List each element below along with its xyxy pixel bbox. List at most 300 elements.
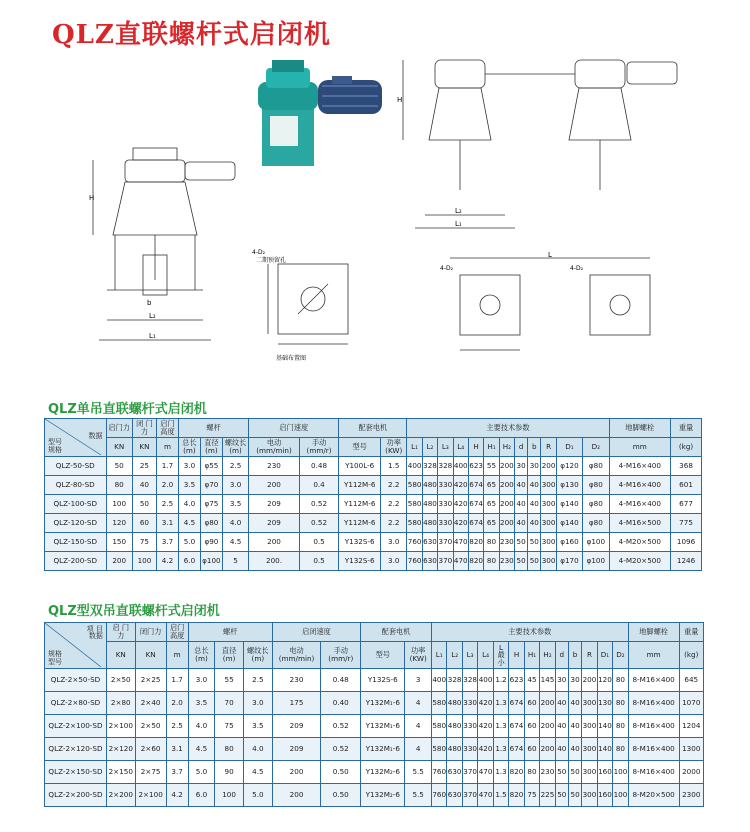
value-cell: 40 (132, 476, 156, 495)
value-cell: 470 (478, 784, 493, 807)
value-cell: 300 (541, 533, 556, 552)
subheader-cell: 总长 (m) (188, 642, 215, 669)
value-cell: 120 (597, 669, 612, 692)
value-cell: 4-M20×500 (609, 533, 671, 552)
value-cell: 5 (222, 552, 248, 571)
value-cell: 3.5 (178, 476, 200, 495)
value-cell: 75 (132, 533, 156, 552)
value-cell: 2×40 (135, 692, 166, 715)
value-cell: 145 (540, 669, 555, 692)
value-cell: 100 (132, 552, 156, 571)
table-row (45, 457, 702, 476)
subheader-cell: 直径 (m) (215, 642, 244, 669)
subheader-cell: R (541, 438, 556, 457)
value-cell: 40 (568, 738, 581, 761)
subheader-cell: H₂ (540, 642, 555, 669)
value-cell: 4 (405, 738, 432, 761)
value-cell: 760 (431, 784, 446, 807)
value-cell: 580 (431, 715, 446, 738)
value-cell: 50 (515, 533, 528, 552)
value-cell: 330 (462, 715, 477, 738)
value-cell: 0.48 (299, 457, 339, 476)
value-cell: φ80 (583, 476, 609, 495)
hdr-open-force: 启门力 (106, 419, 132, 438)
subheader-cell: 型号 (361, 642, 405, 669)
value-cell: 2.5 (157, 495, 179, 514)
subheader-cell: L₂ (447, 642, 462, 669)
value-cell: 300 (582, 761, 597, 784)
value-cell: 40 (528, 495, 541, 514)
value-cell: 480 (422, 514, 437, 533)
value-cell: 200. (249, 552, 300, 571)
value-cell: 2×75 (135, 761, 166, 784)
subheader-cell: L₄ (478, 642, 493, 669)
value-cell: 4 (405, 715, 432, 738)
value-cell: 8-M16×400 (628, 715, 679, 738)
value-cell: 80 (484, 552, 499, 571)
value-cell: Y112M-6 (339, 514, 381, 533)
subheader-cell: 电动 (mm/min) (249, 438, 300, 457)
value-cell: 0.5 (299, 533, 339, 552)
subheader-cell: d (515, 438, 528, 457)
value-cell: Y100L-6 (339, 457, 381, 476)
table-row (45, 784, 704, 807)
value-cell: 300 (541, 476, 556, 495)
value-cell: 65 (484, 495, 499, 514)
subheader-cell: L₄ (453, 438, 468, 457)
value-cell: 100 (613, 761, 629, 784)
value-cell: 300 (582, 738, 597, 761)
value-cell: 300 (541, 514, 556, 533)
model-cell: QLZ-150-SD (45, 533, 107, 552)
value-cell: 130 (597, 692, 612, 715)
subheader-cell: d (555, 642, 568, 669)
value-cell: 480 (447, 715, 462, 738)
value-cell: 3.0 (243, 692, 272, 715)
hdr-motor: 配套电机 (361, 623, 432, 642)
value-cell: 80 (613, 738, 629, 761)
value-cell: 820 (468, 533, 483, 552)
value-cell: φ160 (556, 533, 582, 552)
value-cell: Y132M₁-6 (361, 692, 405, 715)
value-cell: 400 (478, 669, 493, 692)
value-cell: 200 (499, 476, 514, 495)
value-cell: 4.0 (188, 715, 215, 738)
page-title: QLZ直联螺杆式启闭机 (52, 20, 331, 50)
value-cell: 230 (499, 552, 514, 571)
label-d2-double-a: 4-D₂ (440, 265, 454, 272)
value-cell: 0.52 (321, 715, 361, 738)
value-cell: 40 (528, 476, 541, 495)
model-cell: QLZ-2×120-SD (45, 738, 107, 761)
hdr-params: 主要技术参数 (431, 623, 628, 642)
value-cell: 328 (447, 669, 462, 692)
value-cell: φ80 (200, 514, 222, 533)
value-cell: 8-M16×400 (628, 738, 679, 761)
value-cell: 580 (407, 476, 422, 495)
value-cell: 2×25 (135, 669, 166, 692)
value-cell: 40 (528, 514, 541, 533)
value-cell: 420 (478, 738, 493, 761)
value-cell: 330 (438, 476, 453, 495)
value-cell: 50 (515, 552, 528, 571)
value-cell: 3.0 (178, 457, 200, 476)
value-cell: 2×200 (106, 784, 135, 807)
value-cell: 230 (272, 669, 321, 692)
value-cell: 230 (249, 457, 300, 476)
value-cell: 2.2 (381, 476, 407, 495)
value-cell: 330 (462, 692, 477, 715)
value-cell: 5.5 (405, 761, 432, 784)
model-cell: QLZ-120-SD (45, 514, 107, 533)
value-cell: 1.7 (157, 457, 179, 476)
value-cell: 45 (524, 669, 539, 692)
value-cell: 760 (407, 533, 422, 552)
value-cell: φ130 (556, 476, 582, 495)
value-cell: 200 (272, 784, 321, 807)
value-cell: 8-M16×400 (628, 692, 679, 715)
value-cell: 674 (468, 514, 483, 533)
value-cell: 4.0 (243, 738, 272, 761)
value-cell: 0.52 (321, 738, 361, 761)
model-cell: QLZ-50-SD (45, 457, 107, 476)
subheader-cell: R (582, 642, 597, 669)
value-cell: 50 (528, 533, 541, 552)
value-cell: 580 (431, 738, 446, 761)
value-cell: 200 (106, 552, 132, 571)
value-cell: 674 (509, 692, 524, 715)
subheader-cell: D₁ (556, 438, 582, 457)
subheader-cell: 螺纹长 (m) (243, 642, 272, 669)
value-cell: 209 (272, 738, 321, 761)
table-row (45, 761, 704, 784)
value-cell: 328 (422, 457, 437, 476)
value-cell: 1.3 (493, 738, 508, 761)
subheader-cell: L₁ (407, 438, 422, 457)
subheader-cell: H₁ (524, 642, 539, 669)
value-cell: 50 (132, 495, 156, 514)
value-cell: 200 (249, 476, 300, 495)
table-row (45, 476, 702, 495)
value-cell: 420 (453, 495, 468, 514)
label-b: b (147, 299, 152, 307)
value-cell: 4.2 (157, 552, 179, 571)
value-cell: 677 (671, 495, 702, 514)
value-cell: 470 (453, 552, 468, 571)
value-cell: 630 (447, 784, 462, 807)
value-cell: 3.5 (188, 692, 215, 715)
subheader-cell: D₂ (613, 642, 629, 669)
value-cell: 760 (431, 761, 446, 784)
value-cell: 3.5 (222, 495, 248, 514)
value-cell: 300 (582, 692, 597, 715)
hdr-bolt: 地脚螺栓 (609, 419, 671, 438)
value-cell: 420 (478, 715, 493, 738)
hdr-close-force: 闭门力 (135, 623, 166, 642)
value-cell: 3.0 (381, 552, 407, 571)
subheader-cell: 手动 (mm/r) (299, 438, 339, 457)
value-cell: 4-M16×400 (609, 495, 671, 514)
value-cell: 674 (509, 738, 524, 761)
value-cell: 2.0 (166, 692, 188, 715)
value-cell: 140 (597, 715, 612, 738)
value-cell: 4-M16×400 (609, 457, 671, 476)
value-cell: 4.0 (222, 514, 248, 533)
value-cell: 2×100 (106, 715, 135, 738)
table-row (45, 692, 704, 715)
subheader-cell: D₁ (597, 642, 612, 669)
hdr-bolt: 地脚螺栓 (628, 623, 679, 642)
value-cell: 3.7 (166, 761, 188, 784)
value-cell: 3.1 (157, 514, 179, 533)
value-cell: 200 (582, 669, 597, 692)
value-cell: 40 (568, 715, 581, 738)
value-cell: 230 (499, 533, 514, 552)
value-cell: 8-M20×500 (628, 784, 679, 807)
subheader-cell: 功率 (KW) (405, 642, 432, 669)
value-cell: 370 (462, 761, 477, 784)
value-cell: φ80 (583, 514, 609, 533)
value-cell: 1.3 (493, 761, 508, 784)
value-cell: Y112M-6 (339, 495, 381, 514)
subheader-cell: 功率 (KW) (381, 438, 407, 457)
value-cell: 674 (468, 495, 483, 514)
value-cell: 175 (272, 692, 321, 715)
value-cell: 630 (422, 533, 437, 552)
value-cell: 65 (484, 514, 499, 533)
value-cell: 623 (509, 669, 524, 692)
value-cell: 328 (462, 669, 477, 692)
value-cell: Y132S-6 (339, 533, 381, 552)
label-L2: L₂ (149, 312, 156, 320)
value-cell: 3.0 (222, 476, 248, 495)
value-cell: 40 (515, 514, 528, 533)
value-cell: 0.52 (299, 514, 339, 533)
value-cell: 760 (407, 552, 422, 571)
value-cell: 420 (453, 476, 468, 495)
value-cell: 200 (499, 495, 514, 514)
value-cell: 6.0 (188, 784, 215, 807)
value-cell: 2×120 (106, 738, 135, 761)
value-cell: 0.52 (299, 495, 339, 514)
subheader-cell: 型号 (339, 438, 381, 457)
value-cell: 5.0 (243, 784, 272, 807)
hdr-speed: 启闭速度 (272, 623, 360, 642)
subheader-cell: 手动 (mm/r) (321, 642, 361, 669)
model-cell: QLZ-2×80-SD (45, 692, 107, 715)
value-cell: φ100 (583, 552, 609, 571)
value-cell: φ55 (200, 457, 222, 476)
value-cell: 200 (541, 457, 556, 476)
value-cell: 820 (509, 761, 524, 784)
value-cell: 5.0 (178, 533, 200, 552)
value-cell: φ120 (556, 457, 582, 476)
value-cell: 60 (524, 738, 539, 761)
value-cell: φ100 (583, 533, 609, 552)
value-cell: 4.5 (178, 514, 200, 533)
value-cell: 470 (453, 533, 468, 552)
subheader-cell: L₃ (462, 642, 477, 669)
value-cell: 80 (613, 715, 629, 738)
value-cell: 80 (613, 692, 629, 715)
value-cell: 623 (468, 457, 483, 476)
value-cell: 0.50 (321, 761, 361, 784)
value-cell: 25 (132, 457, 156, 476)
subheader-cell: H (509, 642, 524, 669)
subheader-cell: b (568, 642, 581, 669)
value-cell: φ140 (556, 495, 582, 514)
value-cell: 4.2 (166, 784, 188, 807)
value-cell: 140 (597, 738, 612, 761)
unit-cell: mm (628, 642, 679, 669)
value-cell: 200 (499, 514, 514, 533)
value-cell: Y132M₁-6 (361, 715, 405, 738)
value-cell: 160 (597, 784, 612, 807)
value-cell: 4-M16×500 (609, 514, 671, 533)
table-row (45, 514, 702, 533)
machine-photo (248, 52, 388, 170)
value-cell: 2300 (679, 784, 703, 807)
value-cell: 820 (509, 784, 524, 807)
value-cell: 420 (453, 514, 468, 533)
model-cell: QLZ-2×150-SD (45, 761, 107, 784)
value-cell: 225 (540, 784, 555, 807)
value-cell: 400 (431, 669, 446, 692)
subheader-cell: b (528, 438, 541, 457)
foundation-layout-single (248, 244, 368, 374)
value-cell: 30 (515, 457, 528, 476)
subheader-cell: 直径 (m) (200, 438, 222, 457)
value-cell: 330 (438, 495, 453, 514)
value-cell: 50 (555, 761, 568, 784)
table-row (45, 533, 702, 552)
value-cell: 2×50 (106, 669, 135, 692)
hdr-weight: 重量 (671, 419, 702, 438)
unit-cell: (kg) (679, 642, 703, 669)
value-cell: 70 (215, 692, 244, 715)
table-row (45, 738, 704, 761)
value-cell: 30 (555, 669, 568, 692)
table-subheader-row: KN KN m 总长 (m) 直径 (m) 螺纹长 (m) 电动 (mm/min) 手动 (mm/r) 型号 功率 (KW) L₁ L₂ L₃ L₄ L 最 小 H H₁ H₂ d b R D₁ D₂ mm (kg) (45, 642, 704, 669)
hdr-screw: 螺杆 (188, 623, 272, 642)
value-cell: 3.7 (157, 533, 179, 552)
value-cell: 55 (215, 669, 244, 692)
value-cell: 50 (568, 761, 581, 784)
value-cell: 209 (249, 514, 300, 533)
value-cell: 370 (462, 784, 477, 807)
model-cell: QLZ-80-SD (45, 476, 107, 495)
single-spec-table (44, 418, 702, 571)
value-cell: 4.0 (178, 495, 200, 514)
value-cell: 370 (438, 552, 453, 571)
label-L1-double: L₁ (455, 220, 462, 228)
value-cell: 3 (405, 669, 432, 692)
foundation-caption: 基础布置图 (276, 355, 307, 362)
value-cell: 75 (524, 784, 539, 807)
label-L-double: L (548, 251, 552, 259)
value-cell: 1.2 (493, 669, 508, 692)
value-cell: 420 (478, 692, 493, 715)
unit-cell: mm (609, 438, 671, 457)
subheader-cell: L₁ (431, 642, 446, 669)
model-cell: QLZ-2×200-SD (45, 784, 107, 807)
value-cell: Y132M₁-6 (361, 738, 405, 761)
value-cell: 1246 (671, 552, 702, 571)
value-cell: 2×150 (106, 761, 135, 784)
double-section-title: QLZ型双吊直联螺杆式启闭机 (48, 604, 220, 619)
value-cell: 370 (438, 533, 453, 552)
value-cell: 1096 (671, 533, 702, 552)
value-cell: 300 (582, 784, 597, 807)
value-cell: 100 (106, 495, 132, 514)
value-cell: 2×80 (106, 692, 135, 715)
value-cell: 80 (484, 533, 499, 552)
subheader-cell: 总长 (m) (178, 438, 200, 457)
unit-cell: (kg) (671, 438, 702, 457)
value-cell: 480 (422, 476, 437, 495)
subheader-cell: L₂ (422, 438, 437, 457)
foundation-layout-double (420, 250, 680, 365)
value-cell: 2.5 (166, 715, 188, 738)
table-header-row (45, 623, 704, 642)
subheader-cell: 螺纹长 (m) (222, 438, 248, 457)
value-cell: Y132S-6 (339, 552, 381, 571)
value-cell: 30 (568, 669, 581, 692)
value-cell: 4 (405, 692, 432, 715)
value-cell: 50 (568, 784, 581, 807)
value-cell: 200 (499, 457, 514, 476)
value-cell: 630 (422, 552, 437, 571)
value-cell: 80 (524, 761, 539, 784)
value-cell: 4-M20×500 (609, 552, 671, 571)
value-cell: 5.0 (188, 761, 215, 784)
hdr-screw: 螺杆 (178, 419, 248, 438)
value-cell: 630 (447, 761, 462, 784)
value-cell: 75 (215, 715, 244, 738)
label-H: H (89, 194, 95, 202)
value-cell: 480 (447, 692, 462, 715)
value-cell: 3.1 (166, 738, 188, 761)
value-cell: 3.0 (381, 533, 407, 552)
subheader-cell: L 最 小 (493, 642, 508, 669)
value-cell: 80 (106, 476, 132, 495)
value-cell: 100 (613, 784, 629, 807)
value-cell: 300 (541, 495, 556, 514)
subheader-cell: 电动 (mm/min) (272, 642, 321, 669)
hdr-height: 启门 高度 (166, 623, 188, 642)
value-cell: 328 (438, 457, 453, 476)
value-cell: 0.40 (321, 692, 361, 715)
corner-cell: 数据 型号 规格 (45, 419, 107, 457)
table-row (45, 552, 702, 571)
label-L1: L₁ (149, 332, 156, 340)
value-cell: 50 (528, 552, 541, 571)
value-cell: Y132M₂-6 (361, 784, 405, 807)
hdr-open-force: 启 门 力 (106, 623, 135, 642)
value-cell: 209 (272, 715, 321, 738)
value-cell: 2.2 (381, 514, 407, 533)
value-cell: 775 (671, 514, 702, 533)
value-cell: 80 (215, 738, 244, 761)
value-cell: Y132S-6 (361, 669, 405, 692)
value-cell: 674 (468, 476, 483, 495)
value-cell: 150 (106, 533, 132, 552)
value-cell: 330 (462, 738, 477, 761)
value-cell: φ170 (556, 552, 582, 571)
value-cell: 65 (484, 476, 499, 495)
value-cell: 3.5 (243, 715, 272, 738)
subheader-cell: H₂ (499, 438, 514, 457)
